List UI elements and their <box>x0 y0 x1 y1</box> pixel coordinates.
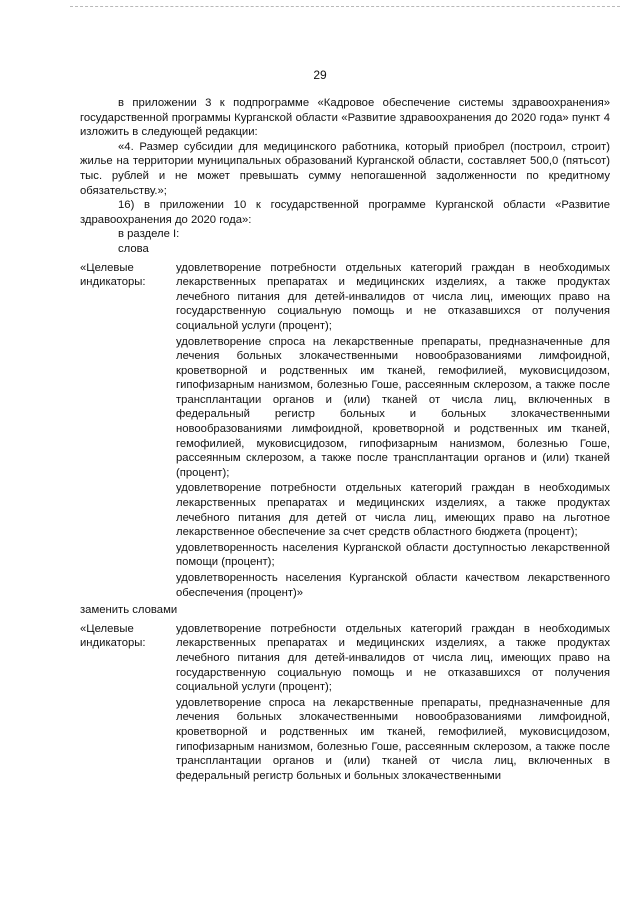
replace-with-text: заменить словами <box>80 604 178 617</box>
paragraph-point-4: «4. Размер субсидии для медицинского работника, который приобрел (построил, строит) жилье на территории муниципальных образований Курганской области, составляет 500,0 (пятьсот) тыс. рублей и не может превышать сумму непогашенной задолженности по кредитному обязательству.»; <box>80 140 610 197</box>
paragraph-section-1: в разделе I: <box>118 228 180 241</box>
paragraph-words: слова <box>118 242 149 255</box>
indicators-label: «Целевые индикаторы: <box>80 622 146 650</box>
scan-top-line <box>70 6 620 7</box>
indicators-block-old <box>80 261 610 601</box>
indicator-item: удовлетворение спроса на лекарственные препараты, предназначенные для лечения больных злокачественными новообразованиями лимфоидной, кроветворной и родственных им тканей, гемофилией, муковисцидозом, гипофизарным нанизмом, болезнью Гоше, рассеянным склерозом, а также после трансплантации органов и (или) тканей от числа лиц, включенных в федеральный регистр больных и больных злокачественными <box>176 696 610 782</box>
paragraph-appendix-3: в приложении 3 к подпрограмме «Кадровое обеспечение системы здравоохранения» государственной программы Курганской области «Развитие здравоохранения до 2020 года» пункт 4 изложить в следующей редакции: <box>80 97 610 139</box>
indicators-label: «Целевые индикаторы: <box>80 261 146 289</box>
indicator-item: удовлетворенность населения Курганской области доступностью лекарственной помощи (процент); <box>176 541 610 569</box>
document-body <box>80 96 610 783</box>
indicator-item: удовлетворение спроса на лекарственные препараты, предназначенные для лечения больных злокачественными новообразованиями лимфоидной, кроветворной и родственных им тканей, гемофилией, муковисцидозом, гипофизарным нанизмом, болезнью Гоше, рассеянным склерозом, а также после трансплантации органов и (или) тканей от числа лиц, включенных в федеральный регистр больных и больных злокачественными новообразованиями лимфоидной, кроветворной и родственных им тканей, гемофилией, муковисцидозом, гипофизарным нанизмом, болезнью Гоше, рассеянным склерозом, а также после трансплантации органов и (или) тканей (процент); <box>176 335 610 479</box>
indicator-item: удовлетворенность населения Курганской области качеством лекарственного обеспечения (процент)» <box>176 572 610 599</box>
indicators-list <box>176 261 610 601</box>
paragraph-item-16: 16) в приложении 10 к государственной программе Курганской области «Развитие здравоохранения до 2020 года»: <box>80 199 610 226</box>
indicator-item: удовлетворение потребности отдельных категорий граждан в необходимых лекарственных препаратах и медицинских изделиях, а также продуктах лечебного питания для детей-инвалидов от числа лиц, имеющих право на государственную социальную помощь и не отказавшихся от получения социальной услуги (процент); <box>176 261 610 332</box>
indicator-item: удовлетворение потребности отдельных категорий граждан в необходимых лекарственных препаратах и медицинских изделиях, а также продуктах лечебного питания для детей от числа лиц, имеющих право на льготное лекарственное обеспечение за счет средств областного бюджета (процент); <box>176 482 610 539</box>
indicators-list <box>176 622 610 784</box>
indicator-item: удовлетворение потребности отдельных категорий граждан в необходимых лекарственных препаратах и медицинских изделиях, а также продуктах лечебного питания для детей-инвалидов от числа лиц, имеющих право на государственную социальную помощь и не отказавшихся от получения социальной услуги (процент); <box>176 622 610 694</box>
page-number: 29 <box>313 68 327 82</box>
indicators-block-new <box>80 622 610 784</box>
